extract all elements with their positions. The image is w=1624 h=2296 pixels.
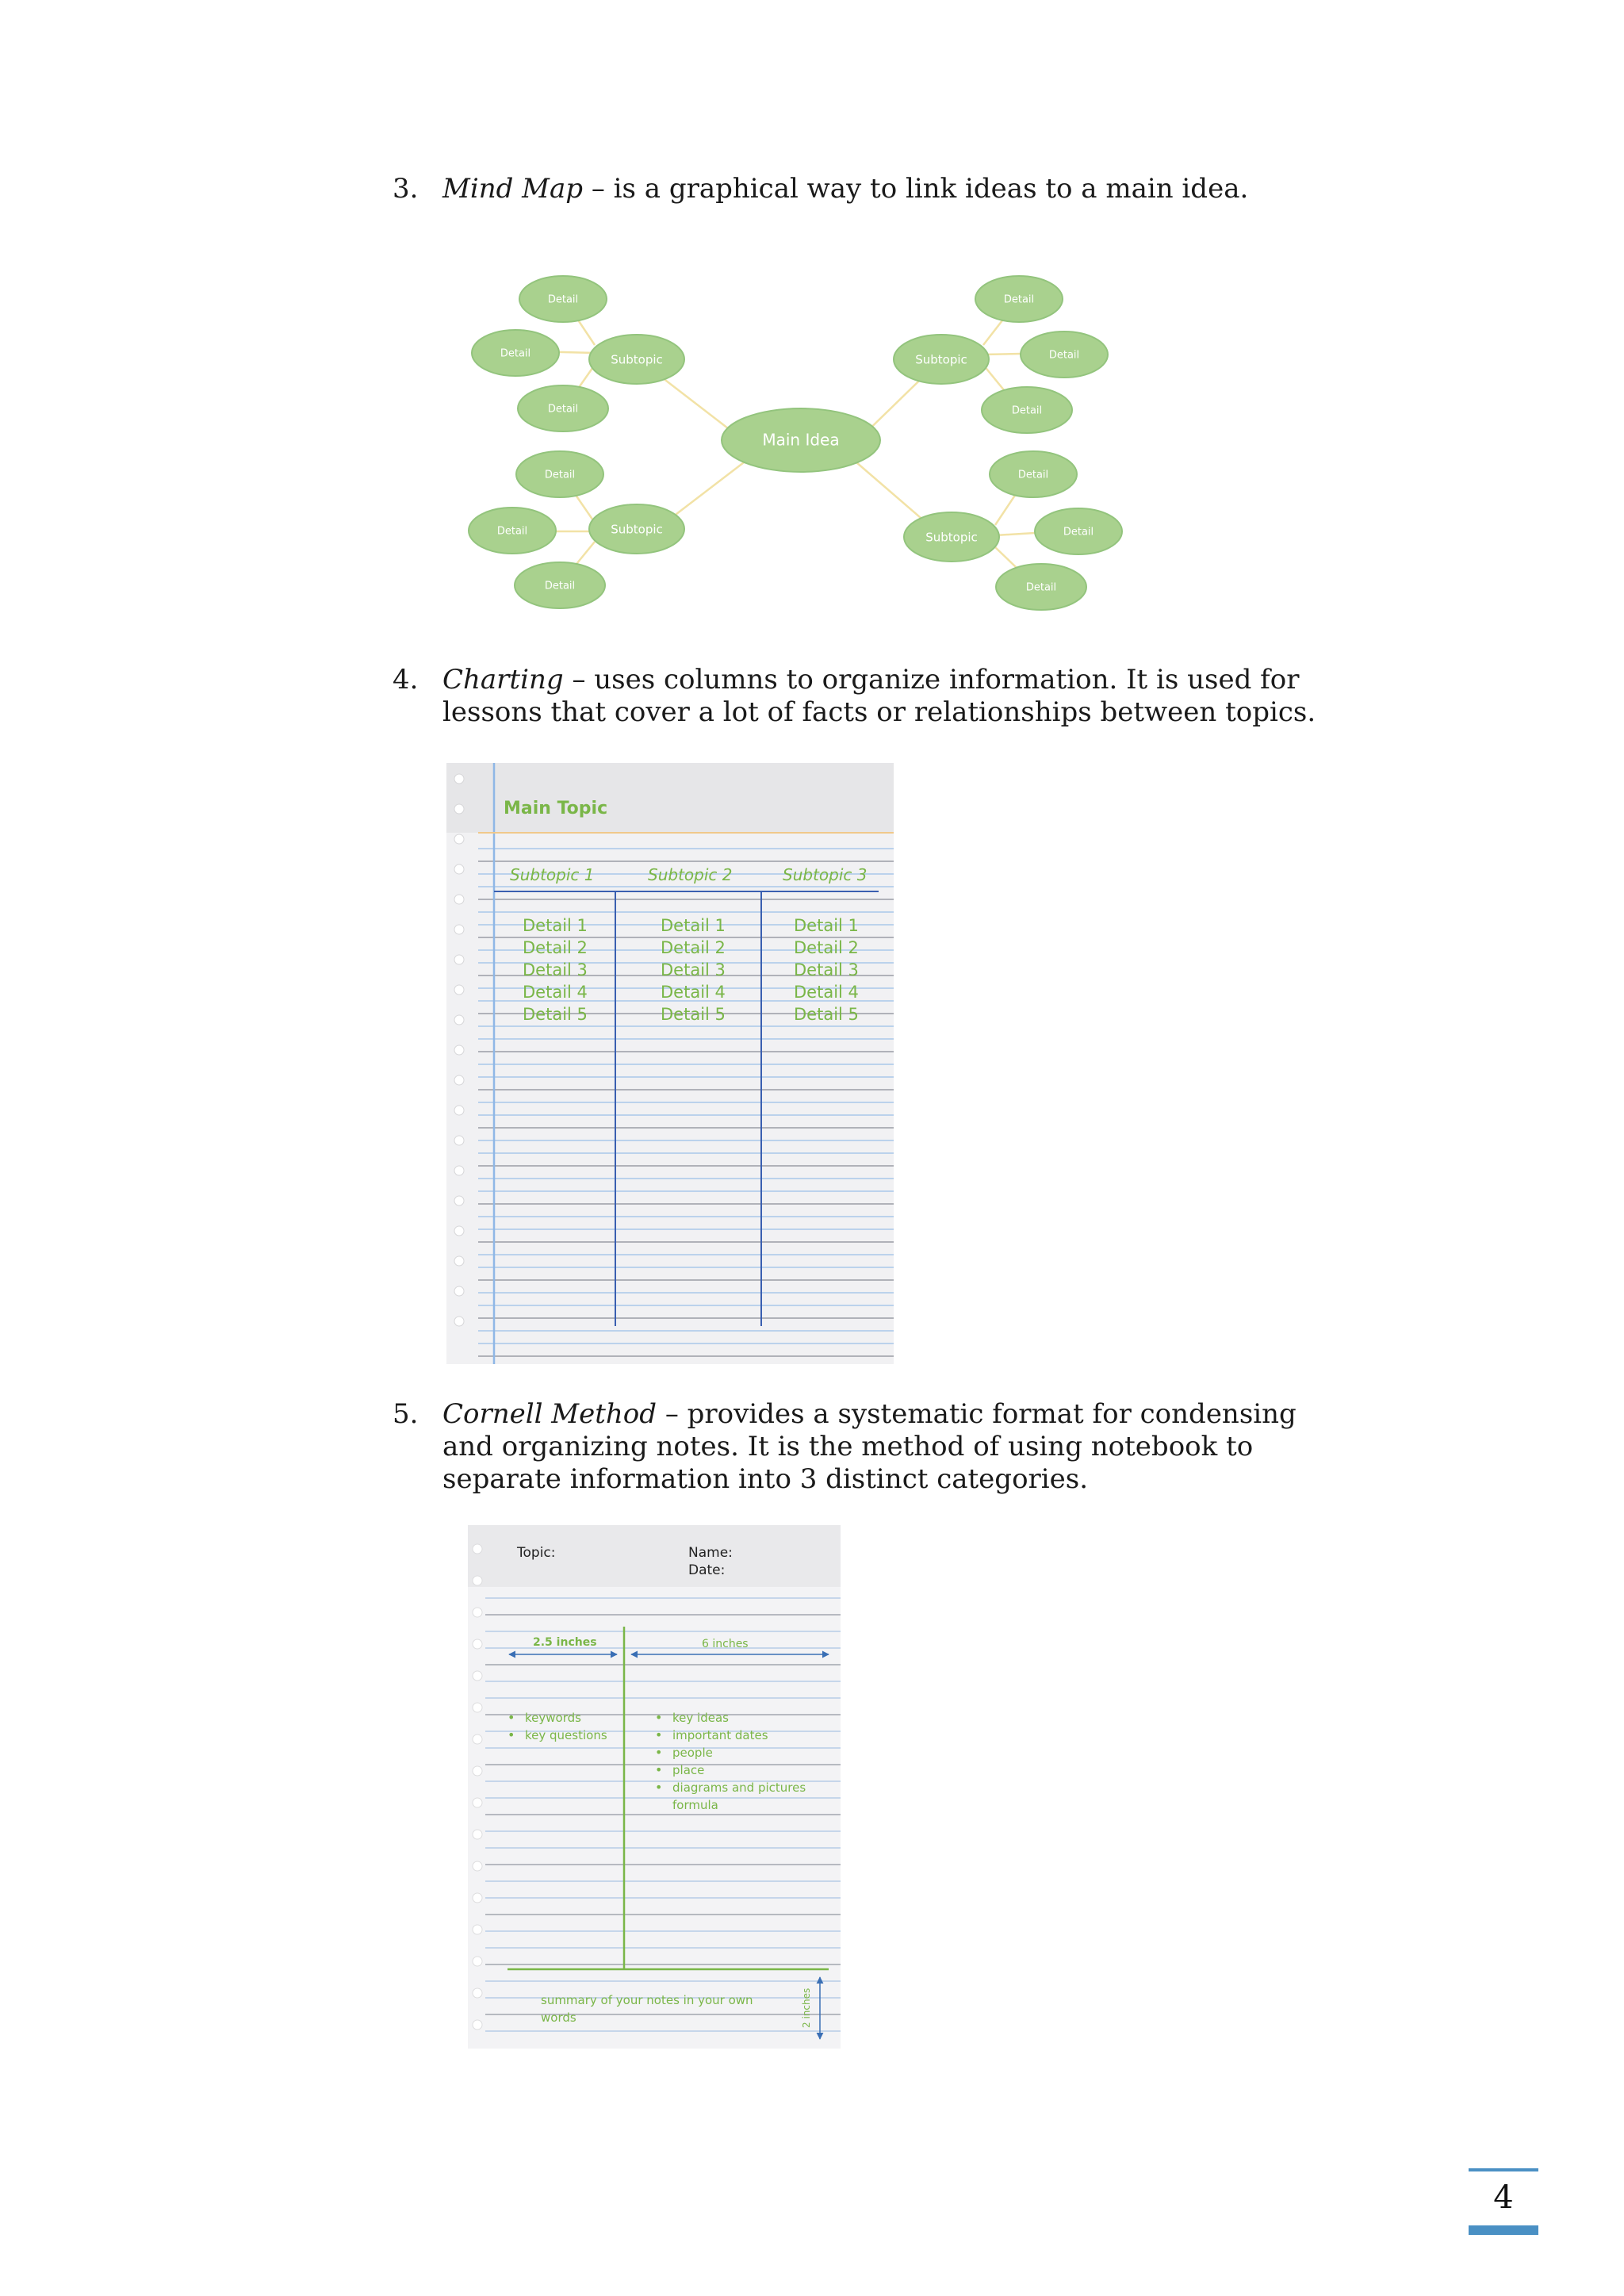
punch-hole [454, 1075, 464, 1085]
punch-hole [454, 864, 464, 874]
date-label: Date: [688, 1562, 726, 1578]
punch-hole [454, 1196, 464, 1205]
detail-label: Detail [496, 525, 528, 538]
punch-hole [473, 1608, 482, 1617]
punch-hole [454, 1286, 464, 1296]
item-number: 4. [393, 664, 419, 696]
topic-label: Topic: [517, 1545, 556, 1561]
left-bullet: keywords [525, 1711, 581, 1725]
detail-cell: Detail 3 [794, 960, 859, 979]
page-number: 4 [1469, 2168, 1538, 2235]
subtopic-header: Subtopic 2 [648, 865, 733, 884]
punch-hole [454, 1015, 464, 1025]
mind-map-figure [460, 266, 1126, 615]
detail-label: Detail [500, 347, 531, 360]
punch-hole [454, 1256, 464, 1266]
punch-hole [454, 1226, 464, 1236]
punch-hole [473, 1766, 482, 1776]
detail-cell: Detail 1 [794, 916, 859, 935]
main-topic-label: Main Topic [504, 799, 608, 818]
charting-notebook-page [446, 763, 894, 1364]
punch-hole [454, 774, 464, 784]
punch-hole [473, 1734, 482, 1744]
summary-text-line: summary of your notes in your own [541, 1993, 753, 2007]
subtopic-label: Subtopic [611, 352, 663, 367]
detail-cell: Detail 5 [523, 1005, 588, 1024]
item-text: – is a graphical way to link ideas to a main idea. [583, 173, 1249, 205]
bullet-dot: • [508, 1710, 515, 1725]
cornell-notebook-page [468, 1525, 841, 2049]
bullet-dot: • [655, 1710, 663, 1725]
right-bullet-continued: formula [672, 1798, 718, 1812]
left-width-label: 2.5 inches [533, 1636, 597, 1649]
punch-hole [473, 1639, 482, 1649]
detail-cell: Detail 2 [794, 938, 859, 957]
detail-cell: Detail 5 [794, 1005, 859, 1024]
right-bullet: place [672, 1763, 705, 1777]
item-term: Mind Map [442, 173, 584, 205]
bottom-height-label: 2 inches [801, 1987, 812, 2028]
bullet-dot: • [655, 1727, 663, 1742]
punch-hole [454, 1317, 464, 1326]
punch-hole [454, 1106, 464, 1115]
detail-label: Detail [544, 580, 576, 592]
detail-label: Detail [1048, 349, 1080, 362]
punch-hole [473, 2020, 482, 2030]
punch-hole [454, 1166, 464, 1175]
punch-hole [473, 1576, 482, 1585]
punch-hole [454, 804, 464, 814]
detail-cell: Detail 1 [661, 916, 726, 935]
punch-hole [454, 955, 464, 964]
bullet-dot: • [655, 1762, 663, 1777]
punch-hole [454, 1136, 464, 1145]
detail-label: Detail [1017, 469, 1049, 481]
item-term: Cornell Method [442, 1398, 657, 1430]
detail-label: Detail [547, 293, 579, 306]
subtopic-header: Subtopic 1 [510, 865, 595, 884]
item-text: – provides a systematic format for condensing and organizing notes. It is the method of using notebook to separate information into 3 distinct categories. [442, 1398, 1297, 1495]
detail-cell: Detail 3 [661, 960, 726, 979]
item-number: 5. [393, 1398, 419, 1430]
detail-cell: Detail 4 [794, 983, 859, 1002]
summary-text-line: words [541, 2010, 576, 2025]
cornell-figure [468, 1525, 841, 2049]
subtopic-label: Subtopic [925, 530, 978, 545]
detail-label: Detail [1011, 404, 1043, 417]
subtopic-header: Subtopic 3 [783, 865, 868, 884]
subtopic-label: Subtopic [915, 352, 967, 367]
detail-cell: Detail 1 [523, 916, 588, 935]
punch-hole [473, 1830, 482, 1839]
right-width-label: 6 inches [702, 1638, 749, 1650]
bullet-dot: • [655, 1745, 663, 1760]
detail-cell: Detail 4 [523, 983, 588, 1002]
charting-figure [446, 763, 894, 1364]
detail-label: Detail [544, 469, 576, 481]
detail-label: Detail [547, 403, 579, 416]
right-bullet: diagrams and pictures [672, 1780, 806, 1795]
right-bullet: important dates [672, 1728, 768, 1742]
punch-hole [473, 1703, 482, 1712]
detail-label: Detail [1063, 526, 1094, 539]
subtopic-label: Subtopic [611, 522, 663, 537]
detail-cell: Detail 2 [523, 938, 588, 957]
detail-label: Detail [1003, 293, 1035, 306]
punch-hole [473, 1544, 482, 1554]
item-term: Charting [442, 664, 564, 696]
main-idea-label: Main Idea [762, 430, 840, 450]
detail-cell: Detail 5 [661, 1005, 726, 1024]
punch-hole [454, 985, 464, 995]
punch-hole [454, 834, 464, 844]
punch-hole [454, 1045, 464, 1055]
punch-hole [473, 1893, 482, 1903]
left-bullet: key questions [525, 1728, 607, 1742]
bullet-dot: • [508, 1727, 515, 1742]
punch-hole [473, 1925, 482, 1934]
detail-cell: Detail 4 [661, 983, 726, 1002]
name-label: Name: [688, 1545, 733, 1561]
mind-map-diagram [460, 266, 1126, 615]
detail-cell: Detail 3 [523, 960, 588, 979]
punch-hole [454, 895, 464, 904]
detail-label: Detail [1025, 581, 1057, 594]
punch-hole [454, 925, 464, 934]
item-number: 3. [393, 173, 419, 205]
right-bullet: people [672, 1746, 713, 1760]
punch-hole [473, 1671, 482, 1681]
item-text: – uses columns to organize information. It is used for lessons that cover a lot of facts or relationships between topics. [442, 664, 1316, 728]
right-bullet: key ideas [672, 1711, 729, 1725]
punch-hole [473, 1988, 482, 1998]
bullet-dot: • [655, 1780, 663, 1795]
punch-hole [473, 1798, 482, 1807]
punch-hole [473, 1957, 482, 1966]
detail-cell: Detail 2 [661, 938, 726, 957]
punch-hole [473, 1861, 482, 1871]
